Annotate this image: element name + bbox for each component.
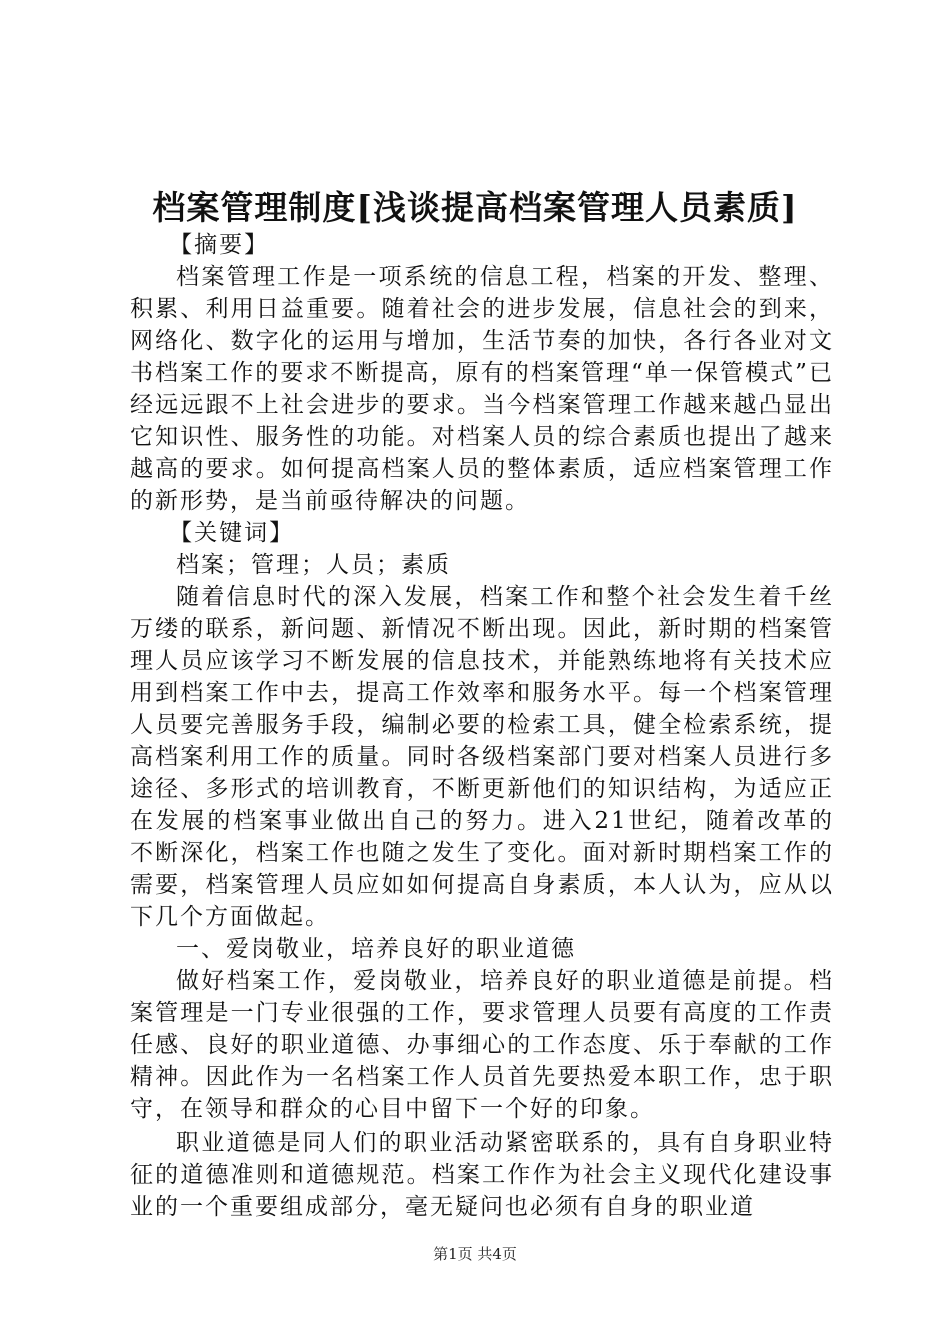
keywords-label: 【关键词】 xyxy=(169,520,295,546)
section-heading-1: 一、爱岗敬业，培养良好的职业道德 xyxy=(176,936,576,962)
body-paragraph-professional-ethics: 职业道德是同人们的职业活动紧密联系的，具有自身职业特征的道德准则和道德规范。档案工作作为社会主义现代化建设事业的一个重要组成部分，毫无疑问也必须有自身的职业道 xyxy=(130,1130,834,1220)
keywords-text: 档案；管理；人员；素质 xyxy=(176,552,451,578)
abstract-paragraph: 档案管理工作是一项系统的信息工程，档案的开发、整理、积累、利用日益重要。随着社会的进步发展，信息社会的到来，网络化、数字化的运用与增加，生活节奏的加快，各行各业对文书档案工作的要求不断提高，原有的档案管理“单一保管模式”已经远远跟不上社会进步的要求。当今档案管理工作越来越凸显出它知识性、服务性的功能。对档案人员的综合素质也提出了越来越高的要求。如何提高档案人员的整体素质，适应档案管理工作的新形势，是当前亟待解决的问题。 xyxy=(130,264,834,514)
body-paragraph-intro: 随着信息时代的深入发展，档案工作和整个社会发生着千丝万缕的联系，新问题、新情况不断出现。因此，新时期的档案管理人员应该学习不断发展的信息技术，并能熟练地将有关技术应用到档案工作中去，提高工作效率和服务水平。每一个档案管理人员要完善服务手段，编制必要的检索工具，健全检索系统，提高档案利用工作的质量。同时各级档案部门要对档案人员进行多途径、多形式的培训教育，不断更新他们的知识结构，为适应正在发展的档案事业做出自己的努力。进入21世纪，随着改革的不断深化，档案工作也随之发生了变化。面对新时期档案工作的需要，档案管理人员应如如何提高自身素质，本人认为，应从以下几个方面做起。 xyxy=(130,584,834,930)
document-body xyxy=(130,229,834,1223)
abstract-label: 【摘要】 xyxy=(169,232,270,258)
page-footer: 第1页 共4页 xyxy=(433,1245,517,1263)
body-paragraph-ethics: 做好档案工作，爱岗敬业，培养良好的职业道德是前提。档案管理是一门专业很强的工作，要求管理人员要有高度的工作责任感、良好的职业道德、办事细心的工作态度、乐于奉献的工作精神。因此作为一名档案工作人员首先要热爱本职工作，忠于职守，在领导和群众的心目中留下一个好的印象。 xyxy=(130,968,834,1122)
document-title: 档案管理制度[浅谈提高档案管理人员素质] xyxy=(152,188,798,227)
